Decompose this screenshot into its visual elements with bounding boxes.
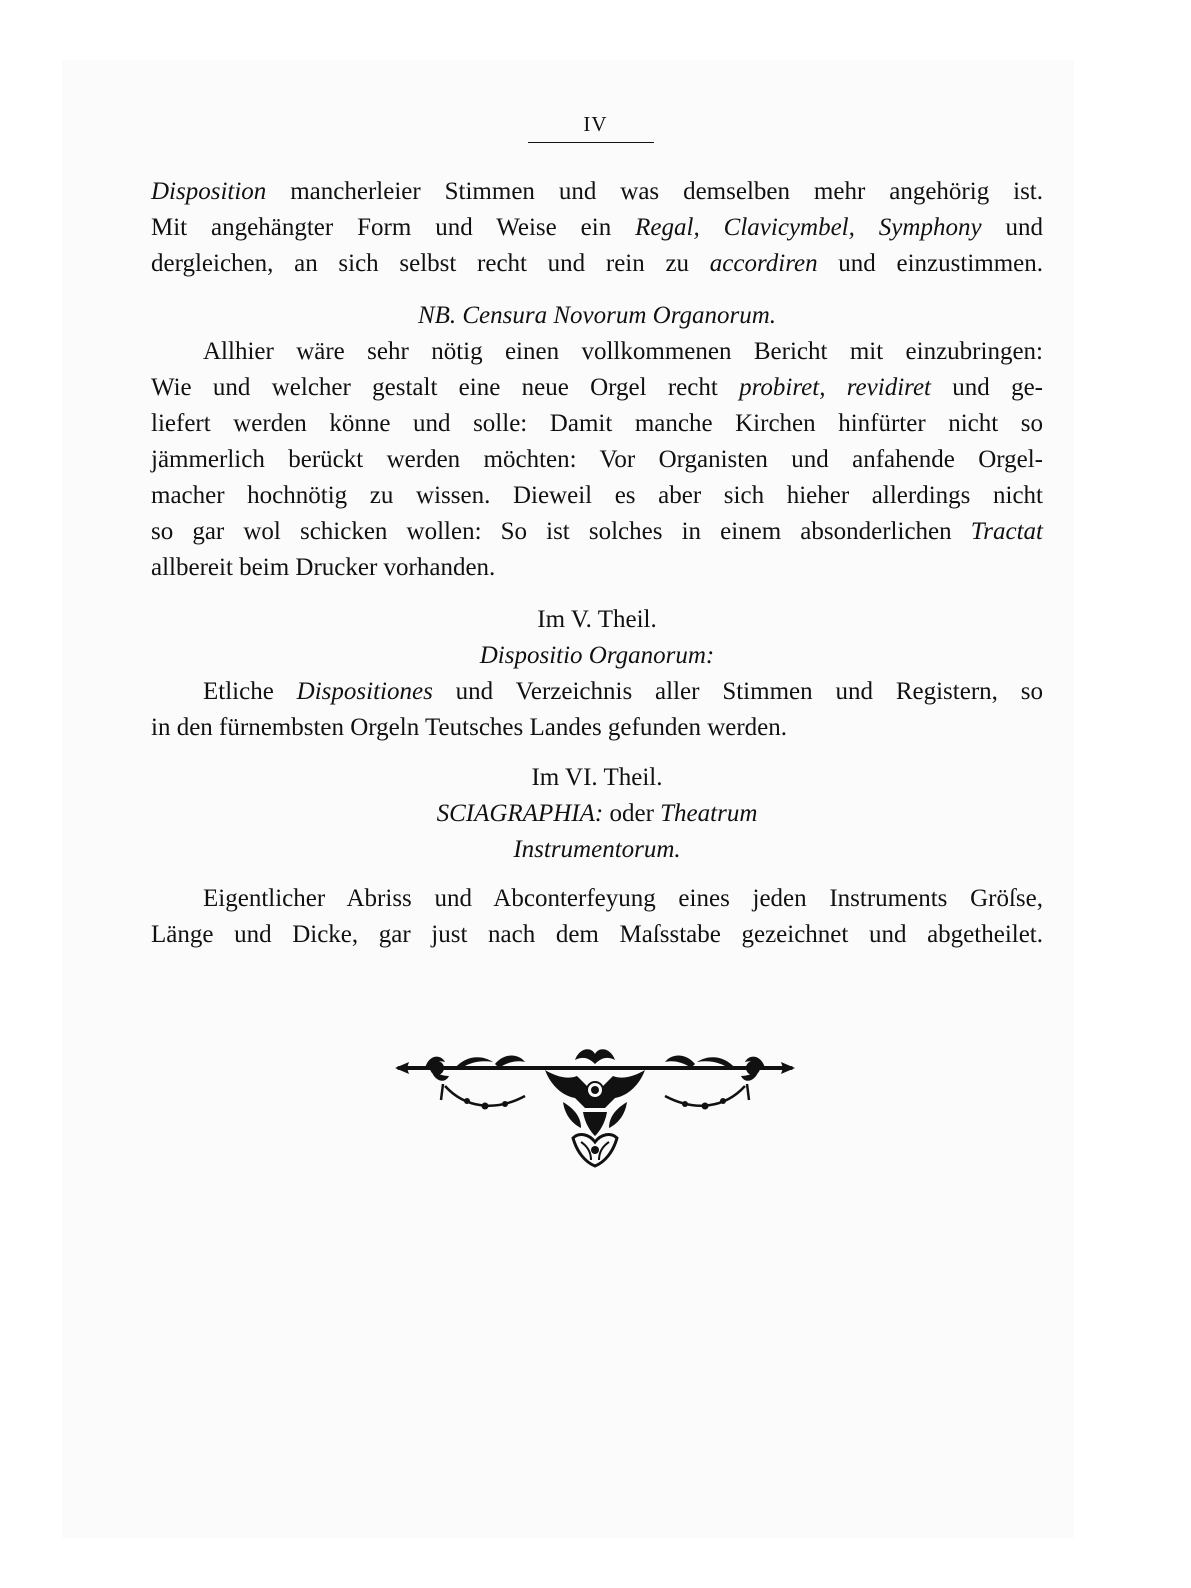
sec5-subheading-text: Dispositio Organorum:	[479, 642, 715, 669]
sec6-heading: Im VI. Theil.	[531, 764, 663, 791]
p2-line-3: liefert werden könne und solle: Damit manche Kirchen hinfürter nicht so	[151, 410, 1043, 437]
sec5-heading: Im V. Theil.	[537, 606, 657, 633]
sec6-sub1-italic-a: SCIAGRAPHIA:	[436, 800, 604, 827]
p2-line-6	[151, 514, 1043, 550]
sec6-sub-2	[151, 832, 1043, 868]
p2-l2-italic: probiret, revidiret	[739, 374, 931, 401]
nb-heading	[151, 298, 1043, 334]
p2-line-1: Allhier wäre sehr nötig einen vollkommenen Bericht mit einzubringen:	[203, 338, 1043, 365]
sec5-l1-a: Etliche	[203, 678, 297, 705]
p1-l3-italic: accordiren	[709, 250, 818, 277]
sec5-line-1	[151, 674, 1043, 710]
sec5-l1-italic: Dispositiones	[296, 678, 433, 705]
p1-line-2	[151, 210, 1043, 246]
p2-line-2	[151, 370, 1043, 406]
sec5-l1-b: und Verzeichnis aller Stimmen und Registern, so	[432, 678, 1043, 705]
p1-l2-italic: Regal, Clavicymbel, Symphony	[635, 214, 982, 241]
p1-line-3	[151, 246, 1043, 282]
p2-line-4: jämmerlich berückt werden möchten: Vor Organisten und anfahende Orgel-	[151, 446, 1043, 473]
sec6-line-2: Länge und Dicke, gar just nach dem Maſsstabe gezeichnet und abgetheilet.	[151, 921, 1043, 948]
header-rule	[528, 142, 654, 143]
sec6-line-1: Eigentlicher Abriss und Abconterfeyung eines jeden Instruments Gröſse,	[203, 885, 1043, 912]
p1-l2-a: Mit angehängter Form und Weise ein	[151, 214, 636, 241]
p2-line-5: macher hochnötig zu wissen. Dieweil es aber sich hieher allerdings nicht	[151, 482, 1043, 509]
floral-tailpiece-ornament-icon	[395, 1046, 795, 1186]
p1-l1-text: mancherleier Stimmen und was demselben mehr angehörig ist.	[266, 178, 1043, 205]
page-header	[0, 112, 1191, 143]
p1-l1-italic: Disposition	[151, 178, 267, 205]
body-text	[151, 174, 1043, 953]
sec5-line-2: in den fürnembsten Orgeln Teutsches Landes gefunden werden.	[151, 714, 788, 741]
sec6-sub2-text: Instrumentorum.	[513, 836, 681, 863]
p2-l6-italic: Tractat	[970, 518, 1043, 545]
p1-l3-a: dergleichen, an sich selbst recht und rein zu	[151, 250, 710, 277]
p2-l2-a: Wie und welcher gestalt eine neue Orgel recht	[151, 374, 740, 401]
p2-l6-a: so gar wol schicken wollen: So ist solches in einem absonderlichen	[151, 518, 971, 545]
sec5-subheading	[151, 638, 1043, 674]
p1-l3-b: und einzustimmen.	[817, 250, 1044, 277]
sec6-sub1-oder: oder	[603, 800, 661, 827]
page-number: IV	[583, 112, 608, 136]
p2-l2-b: und ge-	[931, 374, 1044, 401]
p1-l2-b: und	[981, 214, 1044, 241]
sec6-sub-1	[151, 796, 1043, 832]
nb-heading-text: NB. Censura Novorum Organorum.	[417, 302, 777, 329]
p2-line-7: allbereit beim Drucker vorhanden.	[151, 554, 496, 581]
sec6-sub1-italic-b: Theatrum	[660, 800, 758, 827]
p1-line-1	[151, 174, 1043, 210]
